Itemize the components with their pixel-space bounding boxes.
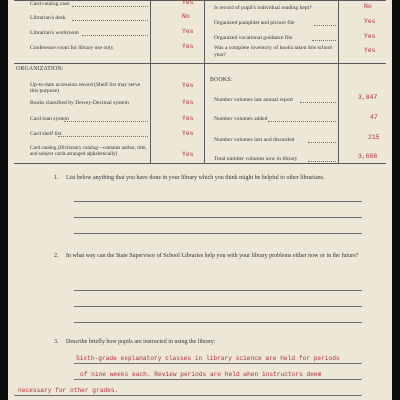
leader-dots: [82, 35, 148, 36]
answer-line: [74, 306, 362, 307]
answer-line: [74, 201, 362, 202]
row-label: Card shelf list: [30, 131, 62, 137]
leader-dots: [72, 20, 148, 21]
leader-dots: [312, 40, 336, 41]
leader-dots: [64, 121, 148, 122]
row-label: Organized pamphlet and picture file: [214, 20, 295, 26]
row-value: Yes: [364, 47, 376, 54]
row-label: Card catalog (Dictionary catalog—contains author, title, and subject cards arranged alphabetically): [30, 145, 147, 157]
row-value: Yes: [182, 99, 194, 106]
answer-line: [74, 217, 362, 218]
row-label: Total number volumes now in library: [214, 156, 298, 162]
row-value: Yes: [182, 151, 194, 158]
leader-dots: [308, 161, 336, 162]
row-label: Books classified by Dewey-Decimal system: [30, 100, 129, 106]
row-label: Conference room for library use only: [30, 45, 114, 51]
leader-dots: [72, 6, 148, 7]
row-label: Librarian's workroom: [30, 30, 79, 36]
row-value: No: [182, 13, 190, 20]
leader-dots: [58, 136, 148, 137]
row-value: Yes: [364, 18, 376, 25]
row-label: Number volumes lost and discarded: [214, 137, 295, 143]
books-heading: BOOKS:: [210, 77, 233, 83]
row-label: Number volumes added: [214, 116, 268, 122]
answer-line: [74, 290, 362, 291]
row-label: Up-to-date accession record (Shelf list may serve this purpose): [30, 82, 141, 95]
question-1-text: List below anything that you have done in your library which you think might be helpful to other librarians.: [66, 175, 325, 181]
leader-dots: [314, 25, 336, 26]
row-value: Yes: [182, 43, 194, 50]
answer-line: [74, 363, 362, 364]
question-3-number: 3.: [54, 339, 59, 345]
row-value: Yes: [182, 130, 194, 137]
answer-line: [14, 395, 362, 396]
row-label: Card loan system: [30, 116, 69, 122]
answer-3-line-2: of nine weeks each. Review periods are held when instructors deem: [80, 371, 322, 378]
leader-dots: [268, 121, 336, 122]
row-value: Yes: [364, 33, 376, 40]
row-value: No: [364, 3, 372, 10]
row-value: 47: [370, 114, 378, 121]
question-1-number: 1.: [54, 175, 59, 181]
row-value: Yes: [182, 28, 194, 35]
question-3-text: Describe briefly how pupils are instructed in using the library:: [66, 339, 216, 345]
left-value-column-rule: [150, 0, 151, 163]
row-value: Yes: [182, 0, 194, 6]
row-label: Organized vocational guidance file: [214, 35, 293, 41]
row-label: Card catalog case: [30, 1, 70, 7]
row-value: 3,688: [358, 153, 378, 160]
answer-line: [74, 233, 362, 234]
row-label: Librarian's desk: [30, 15, 66, 21]
row-label: Is record of pupil's individual reading kept?: [214, 5, 312, 11]
row-value: 3,847: [358, 94, 378, 101]
row-label: Number volumes last annual report: [214, 97, 293, 103]
answer-3-line-3: necessary for other grades.: [18, 387, 119, 394]
table-bottom-rule: [14, 163, 386, 164]
answer-3-line-1: Sixth-grade explanatory classes in library science are held for periods: [76, 355, 340, 362]
leader-dots: [308, 142, 336, 143]
organization-heading: ORGANIZATION:: [16, 66, 64, 72]
section-divider-rule: [14, 63, 386, 64]
question-2-text: In what way can the State Supervisor of School Libraries help you with your library problems either now or in the future?: [66, 253, 359, 259]
leader-dots: [300, 102, 336, 103]
question-2-number: 2.: [54, 253, 59, 259]
right-value-column-rule: [338, 0, 339, 163]
table-top-rule: [14, 0, 386, 1]
row-label: Was a complete inventory of books taken this school year?: [214, 45, 332, 58]
answer-line: [74, 379, 362, 380]
row-value: Yes: [182, 82, 194, 89]
answer-line: [74, 322, 362, 323]
center-divider-rule: [204, 0, 205, 163]
row-value: 215: [368, 134, 380, 141]
survey-form-page: [8, 0, 392, 400]
row-value: Yes: [182, 115, 194, 122]
